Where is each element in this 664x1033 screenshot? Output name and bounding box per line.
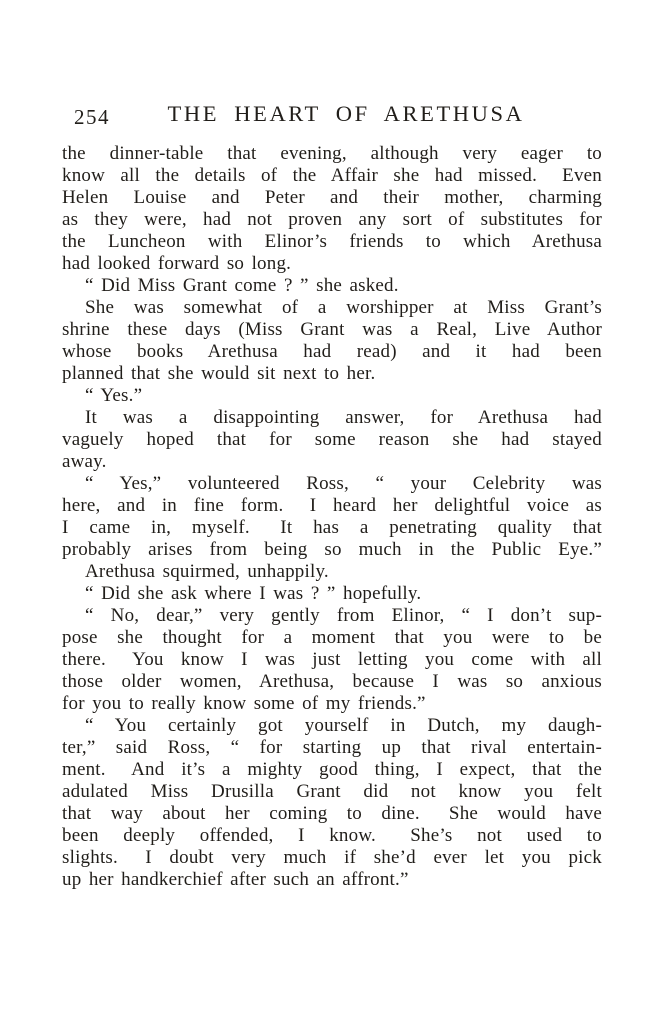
text-line: adulated Miss Drusilla Grant did not know you felt — [62, 781, 602, 802]
text-line: “ Yes.” — [85, 385, 143, 406]
text-line: there. You know I was just letting you come with all — [62, 649, 602, 670]
page-number: 254 — [74, 105, 110, 129]
text-line: those older women, Arethusa, because I was so anxious — [62, 671, 602, 692]
text-line: probably arises from being so much in the Public Eye.” — [62, 539, 602, 560]
text-line: pose she thought for a moment that you were to be — [62, 627, 602, 648]
text-line: here, and in fine form. I heard her delightful voice as — [62, 495, 602, 516]
text-line: Arethusa squirmed, unhappily. — [85, 561, 329, 582]
text-line: “ No, dear,” very gently from Elinor, “ I don’t sup- — [85, 605, 602, 626]
text-line: ment. And it’s a mighty good thing, I expect, that the — [62, 759, 602, 780]
running-title: THE HEART OF ARETHUSA — [167, 101, 525, 126]
text-line: “ Yes,” volunteered Ross, “ your Celebrity was — [85, 473, 602, 494]
text-line: know all the details of the Affair she had missed. Even — [62, 165, 602, 186]
text-line: slights. I doubt very much if she’d ever let you pick — [62, 847, 602, 868]
page-header — [62, 101, 602, 131]
text-line: ter,” said Ross, “ for starting up that rival entertain- — [62, 737, 602, 758]
text-line: “ You certainly got yourself in Dutch, my daugh- — [85, 715, 602, 736]
text-line: planned that she would sit next to her. — [62, 363, 376, 384]
text-line: I came in, myself. It has a penetrating quality that — [62, 517, 602, 538]
text-line: Helen Louise and Peter and their mother, charming — [62, 187, 602, 208]
text-line: “ Did Miss Grant come ? ” she asked. — [85, 275, 399, 296]
text-line: had looked forward so long. — [62, 253, 292, 274]
text-line: “ Did she ask where I was ? ” hopefully. — [85, 583, 422, 604]
text-line: as they were, had not proven any sort of substitutes for — [62, 209, 602, 230]
text-line: It was a disappointing answer, for Arethusa had — [85, 407, 602, 428]
text-line: for you to really know some of my friends.” — [62, 693, 426, 714]
page-body — [62, 143, 602, 891]
text-line: the dinner-table that evening, although very eager to — [62, 143, 602, 164]
text-line: vaguely hoped that for some reason she had stayed — [62, 429, 602, 450]
text-line: been deeply offended, I know. She’s not used to — [62, 825, 602, 846]
text-line: whose books Arethusa had read) and it had been — [62, 341, 602, 362]
text-line: the Luncheon with Elinor’s friends to which Arethusa — [62, 231, 602, 252]
text-line: She was somewhat of a worshipper at Miss Grant’s — [85, 297, 602, 318]
text-line: away. — [62, 451, 107, 472]
text-line: up her handkerchief after such an affront.” — [62, 869, 409, 890]
text-line: shrine these days (Miss Grant was a Real, Live Author — [62, 319, 602, 340]
text-line: that way about her coming to dine. She would have — [62, 803, 602, 824]
